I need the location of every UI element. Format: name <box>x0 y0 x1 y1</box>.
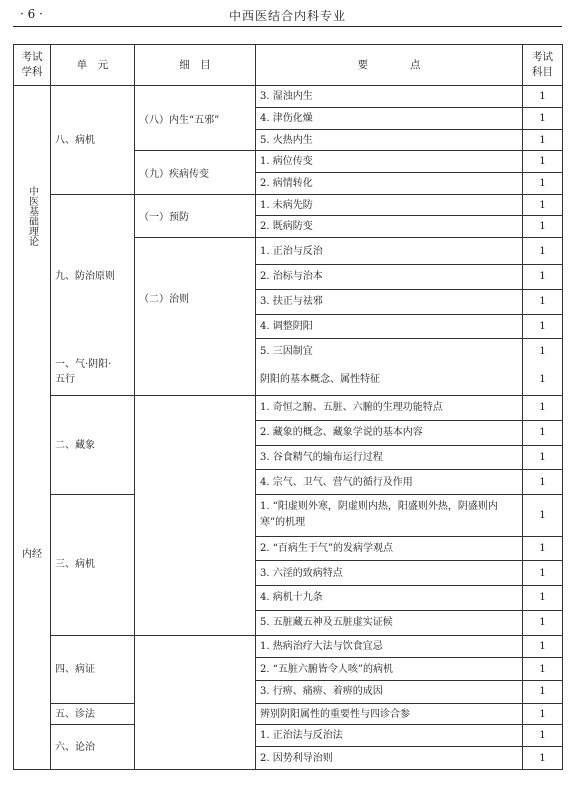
point-cell: 2. “百病生于气”的发病学观点 <box>256 536 523 561</box>
score-cell: 1 <box>523 194 563 216</box>
score-cell: 1 <box>523 610 563 635</box>
unit-pathogenesis-8: 八、病机 <box>51 86 135 194</box>
point-cell: 1. “阳虚则外寒，阴虚则内热，阳盛则外热，阴盛则内寒”的机理 <box>256 495 523 536</box>
point-cell: 5. 三因制宜 <box>256 339 523 364</box>
score-cell: 1 <box>523 495 563 536</box>
unit-zang-xiang: 二、藏象 <box>51 396 135 495</box>
point-cell: 2. 因势利导治则 <box>256 747 523 770</box>
point-cell: 3. 谷食精气的输布运行过程 <box>256 445 523 470</box>
point-cell: 4. 宗气、卫气、营气的循行及作用 <box>256 470 523 495</box>
score-cell: 1 <box>523 681 563 704</box>
detail-treatment-rules: （二）治则 <box>135 238 256 396</box>
unit-treatment-principles-and-yinyang <box>51 194 135 395</box>
point-cell: 4. 津伤化燥 <box>256 107 523 129</box>
point-cell: 4. 调整阴阳 <box>256 314 523 339</box>
score-cell: 1 <box>523 216 563 238</box>
book-title: 中西医结合内科专业 <box>228 9 346 23</box>
header-rule <box>13 26 562 27</box>
unit-diagnostics: 五、诊法 <box>51 703 135 725</box>
point-cell: 1. 热病治疗大法与饮食宜忌 <box>256 635 523 658</box>
score-cell: 1 <box>523 339 563 364</box>
score-cell: 1 <box>523 725 563 747</box>
score-cell: 1 <box>523 396 563 421</box>
score-cell: 1 <box>523 420 563 445</box>
subject-column <box>14 86 51 770</box>
subject-tcm-basic-theory: 中医基础理论 <box>26 186 38 247</box>
score-cell: 1 <box>523 586 563 611</box>
score-cell: 1 <box>523 747 563 770</box>
score-cell: 1 <box>523 86 563 108</box>
col-header-exam-subject: 考试 科目 <box>523 45 563 86</box>
point-cell: 5. 火热内生 <box>256 129 523 151</box>
point-cell: 3. 湿浊内生 <box>256 86 523 108</box>
point-cell: 3. 行痹、痛痹、着痹的成因 <box>256 681 523 704</box>
point-cell: 1. 正治与反治 <box>256 238 523 265</box>
point-cell: 1. 未病先防 <box>256 194 523 216</box>
syllabus-table <box>13 44 563 770</box>
point-cell: 阴阳的基本概念、属性特征 <box>256 364 523 396</box>
score-cell: 1 <box>523 238 563 265</box>
score-cell: 1 <box>523 470 563 495</box>
point-cell: 5. 五脏藏五神及五脏虚实证候 <box>256 610 523 635</box>
score-cell: 1 <box>523 445 563 470</box>
table-header-row <box>14 45 563 86</box>
point-cell: 2. 治标与治本 <box>256 264 523 289</box>
point-cell: 1. 病位传变 <box>256 151 523 173</box>
point-cell: 2. 病情转化 <box>256 173 523 195</box>
unit-qi-yinyang-five-phases: 一、气·阴阳· 五行 <box>55 358 112 385</box>
unit-pathogenesis-3: 三、病机 <box>51 495 135 635</box>
score-cell: 1 <box>523 635 563 658</box>
score-cell: 1 <box>523 151 563 173</box>
col-header-subject: 考试 学科 <box>14 45 51 86</box>
col-header-detail: 细 目 <box>135 45 256 86</box>
score-cell: 1 <box>523 364 563 396</box>
detail-empty <box>135 396 256 636</box>
unit-treatment-principles: 九、防治原则 <box>55 270 115 282</box>
score-cell: 1 <box>523 658 563 681</box>
point-cell: 2. 既病防变 <box>256 216 523 238</box>
score-cell: 1 <box>523 264 563 289</box>
detail-internal-five-pathogens: （八）内生“五邪” <box>135 86 256 151</box>
point-cell: 1. 正治法与反治法 <box>256 725 523 747</box>
page-number: · 6 · <box>20 7 43 21</box>
subject-neijing: 内经 <box>22 549 42 561</box>
detail-disease-transmission: （九）疾病传变 <box>135 151 256 194</box>
score-cell: 1 <box>523 289 563 314</box>
score-cell: 1 <box>523 107 563 129</box>
point-cell: 1. 奇恒之腑、五脏、六腑的生理功能特点 <box>256 396 523 421</box>
unit-syndromes: 四、病证 <box>51 635 135 703</box>
score-cell: 1 <box>523 314 563 339</box>
point-cell: 2. “五脏六腑皆令人咳”的病机 <box>256 658 523 681</box>
point-cell: 2. 藏象的概念、藏象学说的基本内容 <box>256 420 523 445</box>
detail-prevention: （一）预防 <box>135 194 256 237</box>
col-header-unit: 单 元 <box>51 45 135 86</box>
point-cell: 辨别阴阳属性的重要性与四诊合参 <box>256 703 523 725</box>
detail-empty <box>135 635 256 769</box>
score-cell: 1 <box>523 173 563 195</box>
col-header-points: 要 点 <box>256 45 523 86</box>
unit-treatment: 六、论治 <box>51 725 135 770</box>
point-cell: 3. 六淫的致病特点 <box>256 561 523 586</box>
score-cell: 1 <box>523 561 563 586</box>
score-cell: 1 <box>523 536 563 561</box>
point-cell: 3. 扶正与祛邪 <box>256 289 523 314</box>
score-cell: 1 <box>523 129 563 151</box>
score-cell: 1 <box>523 703 563 725</box>
point-cell: 4. 病机十九条 <box>256 586 523 611</box>
